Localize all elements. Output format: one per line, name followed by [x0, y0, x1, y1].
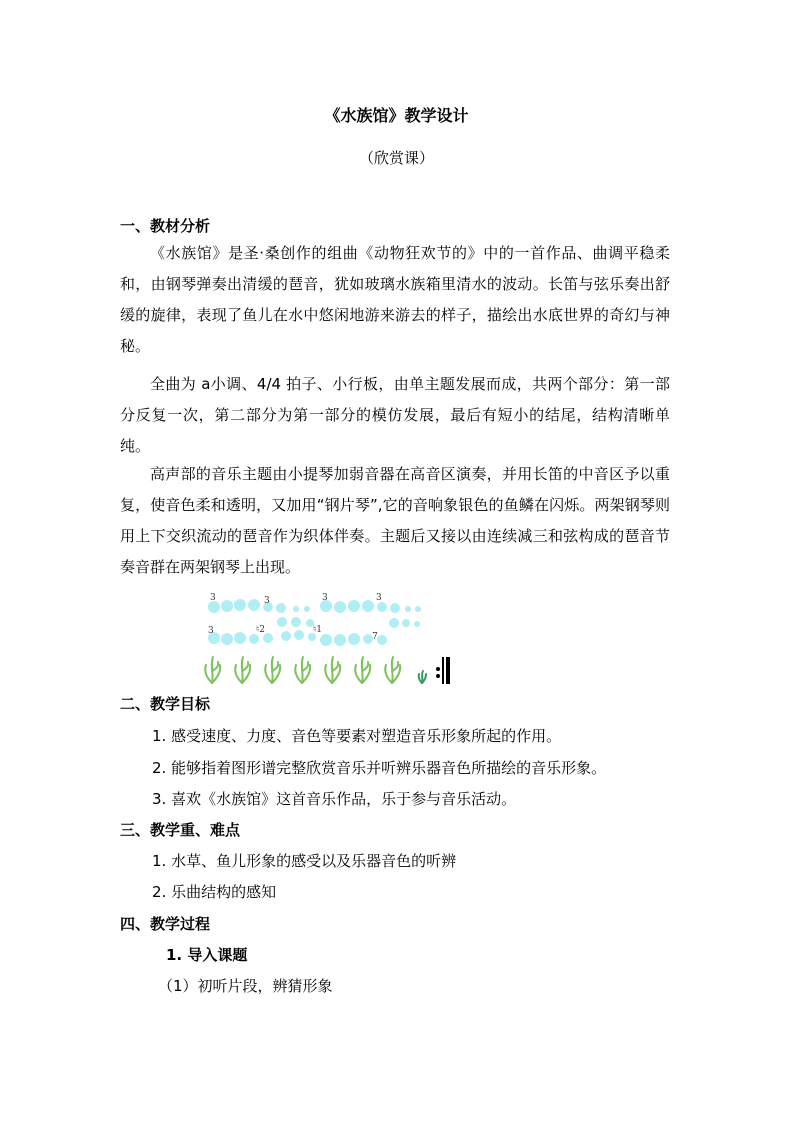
- goal-item: 3. 喜欢《水族馆》这首音乐作品，乐于参与音乐活动。: [152, 790, 517, 808]
- note-label: 3: [264, 596, 270, 606]
- repeat-sign-icon: [436, 657, 450, 684]
- document-subtitle: （欣赏课）: [358, 149, 434, 167]
- paragraph-intro: 《水族馆》是圣·桑创作的组曲《动物狂欢节的》中的一首作品、曲调平稳柔和，由钢琴弹奏出清缓的琶音，犹如玻璃水族箱里清水的波动。长笛与弦乐奏出舒缓的旋律，表现了鱼儿在水中悠闲地游来游去的样子，描绘出水底世界的奇幻与神秘。: [120, 244, 670, 355]
- note-label: 3: [376, 593, 382, 603]
- section-heading-material-analysis: 一、教材分析: [120, 217, 211, 235]
- key-point-item: 2. 乐曲结构的感知: [152, 883, 277, 901]
- note-label: ♮1: [313, 625, 322, 635]
- goal-item: 2. 能够指着图形谱完整欣赏音乐并听辨乐器音色所描绘的音乐形象。: [152, 759, 607, 777]
- process-step-heading: 1. 导入课题: [166, 946, 248, 964]
- note-label: 7: [372, 632, 378, 642]
- paragraph-structure: 全曲为 a小调、4/4 拍子、小行板，由单主题发展而成，共两个部分：第一部分反复一次，第二部分为第一部分的模仿发展，最后有短小的结尾，结构清晰单纯。: [120, 375, 670, 455]
- paragraph-theme: 高声部的音乐主题由小提琴加弱音器在高音区演奏，并用长笛的中音区予以重复，使音色柔和透明，又加用“钢片琴”,它的音响象银色的鱼鳞在闪烁。两架钢琴则用上下交织流动的琶音作为织体伴奏。主题后又接以由连续减三和弦构成的琶音节奏音群在两架钢琴上出现。: [120, 465, 670, 576]
- section-heading-key-points: 三、教学重、难点: [120, 821, 241, 839]
- bubble-row-upper: [208, 599, 421, 613]
- goal-item: 1. 感受速度、力度、音色等要素对塑造音乐形象所起的作用。: [152, 727, 562, 745]
- graphic-score: [200, 585, 460, 690]
- note-label: ♮2: [256, 625, 265, 635]
- document-title: 《水族馆》教学设计: [324, 106, 469, 125]
- water-grass-row: [205, 657, 426, 683]
- note-label: 3: [322, 593, 328, 603]
- process-substep: （1）初听片段，辨猜形象: [158, 977, 333, 995]
- note-label: 3: [208, 626, 214, 636]
- section-heading-teaching-goals: 二、教学目标: [120, 695, 211, 713]
- note-label: 3: [210, 593, 216, 603]
- section-heading-teaching-process: 四、教学过程: [120, 915, 211, 933]
- key-point-item: 1. 水草、鱼儿形象的感受以及乐器音色的听辨: [152, 852, 457, 870]
